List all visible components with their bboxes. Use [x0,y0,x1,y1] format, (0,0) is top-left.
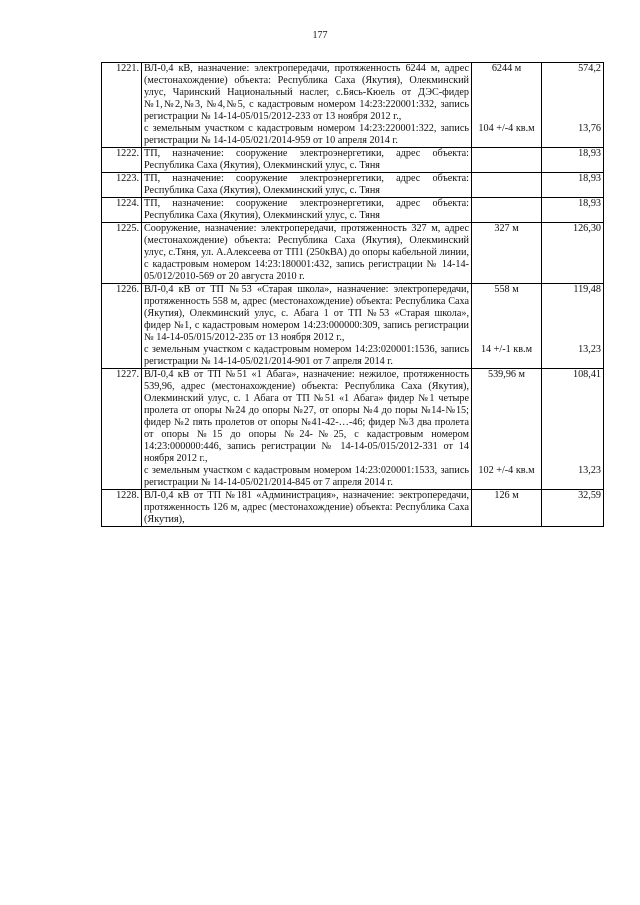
extent-value: 539,96 м [487,369,525,380]
object-description [142,490,472,527]
cost-value: 32,59 [578,490,601,501]
spacer [474,75,539,123]
row-number: 1225. [102,223,142,284]
cost-value: 108,41 [572,369,601,380]
object-description [142,198,472,223]
object-description [142,148,472,173]
extent-cell [472,223,542,284]
object-description [142,223,472,284]
extent-value: 126 м [494,490,519,501]
spacer [544,296,601,344]
description-paragraph: с земельным участком с кадастровым номером 14:23:220001:322, запись регистрации № 14-14-05/021/2014-959 от 10 апреля 2014 г. [144,123,469,146]
description-paragraph: ВЛ-0,4 кВ от ТП №181 «Администрация», назначение: эектропередачи, протяженность 126 м, адрес (местонахождение) объекта: Республика Саха (Якутия), [144,490,469,525]
row-number: 1228. [102,490,142,527]
extent-cell [472,63,542,148]
object-description [142,63,472,148]
value-cell [542,490,604,527]
table-row [102,148,604,173]
table-row [102,63,604,148]
extent-value: 102 +/-4 кв.м [478,465,535,476]
cost-value: 18,93 [578,198,601,209]
row-number: 1227. [102,369,142,490]
row-number: 1221. [102,63,142,148]
description-paragraph: ВЛ-0,4 кВ, назначение: электропередачи, протяженность 6244 м, адрес (местонахождение) объекта: Республика Саха (Якутия), Олекминский улус, Чаринский Национальный наслег, с.Бясь-Кюель от ДЭС-фидер №1,№2,№3, №4,№5, с кадастровым номером 14:23:220001:332, запись регистрации № 14-14-05/015/2012-233 от 13 ноября 2012 г., [144,63,469,122]
row-number: 1223. [102,173,142,198]
value-cell [542,223,604,284]
extent-cell [472,284,542,369]
table-row [102,173,604,198]
extent-cell [472,369,542,490]
table-row [102,284,604,369]
extent-cell [472,198,542,223]
value-cell [542,198,604,223]
row-number: 1226. [102,284,142,369]
description-paragraph: ВЛ-0,4 кВ от ТП №53 «Старая школа», назначение: электропередачи, протяженность 558 м, адрес (местонахождение) объекта: Республика Саха (Якутия), Олекминский улус, с. Абага 1 от ТП №53 «Старая школа», фидер №1, с кадастровым номером 14:23:000000:309, запись регистрации № 14-14-05/015/2012-235 от 13 ноября 2012 г., [144,284,469,343]
extent-value: 14 +/-1 кв.м [480,344,533,355]
value-cell [542,284,604,369]
cost-value: 13,76 [578,123,601,134]
page-number: 177 [312,30,328,41]
spacer [544,381,601,465]
extent-value: 104 +/-4 кв.м [478,123,535,134]
row-number: 1222. [102,148,142,173]
value-cell [542,369,604,490]
table-row [102,198,604,223]
description-paragraph: с земельным участком с кадастровым номером 14:23:020001:1536, запись регистрации № 14-14-05/021/2014-901 от 7 апреля 2014 г. [144,344,469,367]
cost-value: 18,93 [578,148,601,159]
extent-value: 558 м [494,284,519,295]
spacer [474,381,539,465]
spacer [544,75,601,123]
cost-value: 13,23 [578,344,601,355]
extent-cell [472,173,542,198]
value-cell [542,148,604,173]
registry-body [102,63,604,527]
description-paragraph: ТП, назначение: сооружение электроэнергетики, адрес объекта: Республика Саха (Якутия), Олекминский улус, с. Тяня [144,173,469,196]
cost-value: 574,2 [578,63,601,74]
row-number: 1224. [102,198,142,223]
value-cell [542,63,604,148]
cost-value: 18,93 [578,173,601,184]
cost-value: 119,48 [573,284,601,295]
description-paragraph: Сооружение, назначение: электропередачи, протяженность 327 м, адрес (местонахождение) объекта: Республика Саха (Якутия), Олекминский улус, с.Тяня, ул. А.Алексеева от ТП1 (250кВА) до опоры кабельной линии, с кадастровым номером 14:23:180001:432, запись регистрации № 14-14-05/012/2010-569 от 20 августа 2010 г. [144,223,469,282]
description-paragraph: с земельным участком с кадастровым номером 14:23:020001:1533, запись регистрации № 14-14-05/021/2014-845 от 7 апреля 2014 г. [144,465,469,488]
table-row [102,369,604,490]
extent-cell [472,490,542,527]
object-description [142,173,472,198]
description-paragraph: ТП, назначение: сооружение электроэнергетики, адрес объекта: Республика Саха (Якутия), Олекминский улус, с. Тяня [144,148,469,171]
table-row [102,490,604,527]
extent-value: 6244 м [491,63,522,74]
spacer [474,296,539,344]
description-paragraph: ВЛ-0,4 кВ от ТП №51 «1 Абага», назначение: нежилое, протяженность 539,96, адрес (местонахождение) объекта: Республика Саха (Якутия), Олекминский улус, с. 1 Абага от ТП №51 «1 Абага» фидер №1 четыре пролета от опоры №24 до опоры №27, от опоры №4 до поры №14-№15; фидер №2 пять пролетов от опоры №41-42-…-46; фидер №3 два пролета от опоры №15 до опоры №24-№25, с кадастровым номером 14:23:000000:446, запись регистрации № 14-14-05/015/2012-331 от 14 ноября 2012 г., [144,369,469,464]
property-registry-table [101,62,604,527]
extent-cell [472,148,542,173]
extent-value: 327 м [494,223,519,234]
table-row [102,223,604,284]
description-paragraph: ТП, назначение: сооружение электроэнергетики, адрес объекта: Республика Саха (Якутия), Олекминский улус, с. Тяня [144,198,469,221]
cost-value: 13,23 [578,465,601,476]
object-description [142,369,472,490]
cost-value: 126,30 [572,223,601,234]
object-description [142,284,472,369]
value-cell [542,173,604,198]
